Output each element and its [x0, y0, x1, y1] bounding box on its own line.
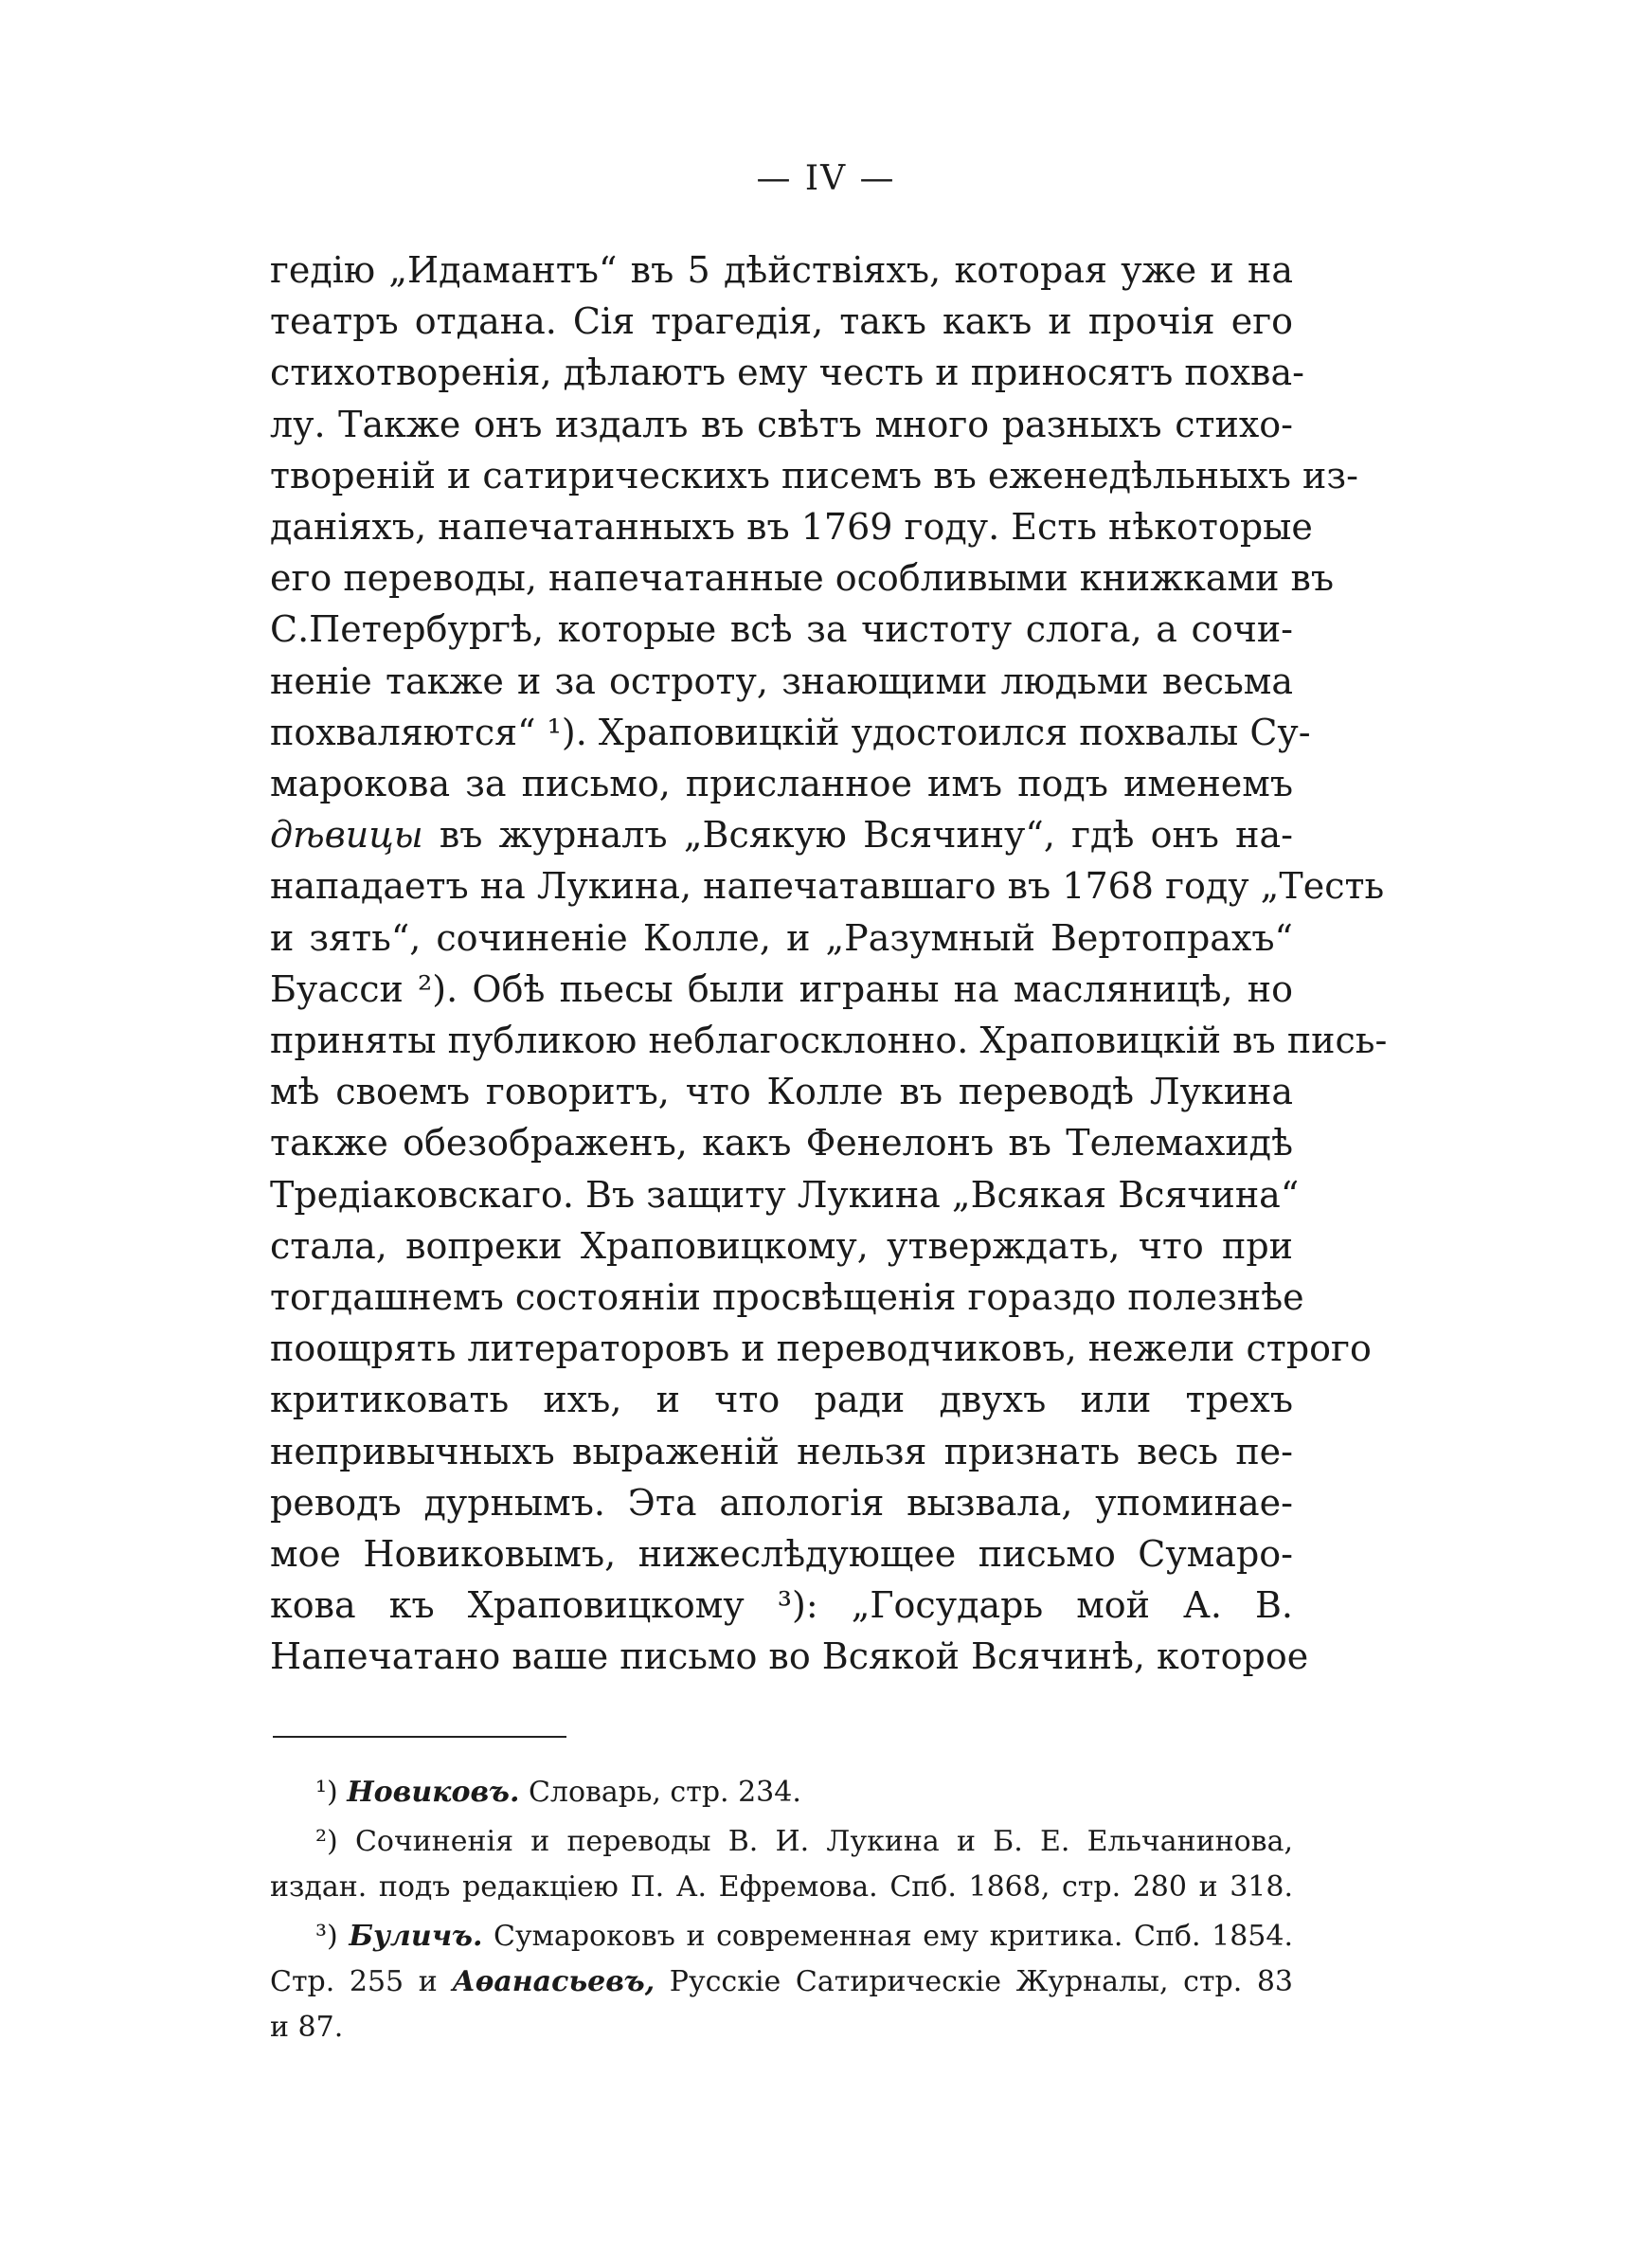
- text-line: кова къ Храповицкому ³): „Государь мой А. В.: [270, 1584, 1293, 1627]
- text-line: поощрять литераторовъ и переводчиковъ, нежели строго: [270, 1327, 1372, 1370]
- text-line: Тредіаковскаго. Въ защиту Лукина „Всякая Всячина“: [270, 1173, 1300, 1216]
- text-line: мѣ своемъ говоритъ, что Колле въ переводѣ Лукина: [270, 1071, 1293, 1113]
- text-line: лу. Также онъ издалъ въ свѣтъ много разныхъ стихо-: [270, 403, 1293, 445]
- footnote-1: [270, 1770, 1293, 1815]
- text-line: твореній и сатирическихъ писемъ въ еженедѣльныхъ из-: [270, 454, 1358, 497]
- footnote-line: [270, 1819, 1293, 1865]
- footnote-line: [270, 1914, 1293, 1959]
- page-number: — IV —: [756, 159, 896, 198]
- text-line: даніяхъ, напечатанныхъ въ 1769 году. Есть нѣкоторые: [270, 506, 1313, 549]
- text-line: стихотворенія, дѣлаютъ ему честь и приносятъ похва-: [270, 352, 1304, 394]
- body-text: [270, 244, 1388, 1683]
- text-line: Буасси ²). Обѣ пьесы были играны на масляницѣ, но: [270, 967, 1293, 1010]
- footnote-marker: ³): [315, 1920, 338, 1953]
- text-line: театръ отдана. Сія трагедія, такъ какъ и прочія его: [270, 300, 1293, 343]
- text-line: неніе также и за остроту, знающими людьми весьма: [270, 659, 1293, 702]
- text-line: мое Новиковымъ, нижеслѣдующее письмо Сумаро-: [270, 1533, 1293, 1576]
- footnote-text: Сумароковъ и современная ему критика. Спб. 1854.: [482, 1920, 1293, 1953]
- text-line: стала, вопреки Храповицкому, утверждать, что при: [270, 1224, 1293, 1267]
- footnote-text: Сочиненія и переводы В. И. Лукина и Б. Е. Ельчанинова,: [337, 1825, 1293, 1858]
- text-line: реводъ дурнымъ. Эта апологія вызвала, упоминае-: [270, 1481, 1293, 1524]
- text-line: Напечатано ваше письмо во Всякой Всячинѣ, которое: [270, 1635, 1309, 1678]
- footnote-3: [270, 1914, 1293, 2050]
- emphasis-word: дѣвицы: [270, 814, 423, 857]
- text-line: гедію „Идамантъ“ въ 5 дѣйствіяхъ, которая уже и на: [270, 249, 1293, 291]
- footnote-marker: ²): [315, 1825, 338, 1858]
- text-line: похваляются“ ¹). Храповицкій удостоился похвалы Су-: [270, 711, 1311, 753]
- footnote-line: издан. подъ редакціею П. А. Ефремова. Спб. 1868, стр. 280 и 318.: [270, 1870, 1293, 1904]
- footnotes: [270, 1770, 1293, 2054]
- text-line: марокова за письмо, присланное имъ подъ именемъ: [270, 763, 1293, 805]
- text-line: непривычныхъ выраженій нельзя признать весь пе-: [270, 1430, 1293, 1472]
- text-line: С.Петербургѣ, которые всѣ за чистоту слога, а сочи-: [270, 608, 1293, 651]
- text-line: приняты публикою неблагосклонно. Храповицкій въ пись-: [270, 1020, 1388, 1062]
- footnote-marker: ¹): [315, 1776, 338, 1809]
- text-line: также обезображенъ, какъ Фенелонъ въ Телемахидѣ: [270, 1122, 1293, 1165]
- footnote-author: Буличъ.: [349, 1920, 483, 1953]
- footnote-2: [270, 1819, 1293, 1910]
- text-line: тогдашнемъ состояніи просвѣщенія гораздо полезнѣе: [270, 1276, 1304, 1319]
- footnote-author: Новиковъ.: [347, 1776, 520, 1809]
- footnote-text: Русскіе Сатирическіе Журналы, стр. 83: [655, 1965, 1293, 1998]
- footnote-author: Аѳанасьевъ,: [452, 1965, 655, 1998]
- text-line: и зять“, сочиненіе Колле, и „Разумный Вертопрахъ“: [270, 916, 1293, 959]
- text-line: дѣвицы въ журналъ „Всякую Всячину“, гдѣ онъ на-: [270, 814, 1293, 857]
- footnote-line: и 87.: [270, 2011, 344, 2044]
- footnote-divider: [273, 1736, 566, 1738]
- footnote-line: [270, 1770, 1293, 1815]
- footnote-text: Стр. 255 и: [270, 1965, 453, 1998]
- text-line: его переводы, напечатанные особливыми книжками въ: [270, 557, 1335, 600]
- text-line: нападаетъ на Лукина, напечатавшаго въ 1768 году „Тесть: [270, 865, 1385, 908]
- footnote-text: Словарь, стр. 234.: [519, 1776, 801, 1809]
- text-line: критиковать ихъ, и что ради двухъ или трехъ: [270, 1379, 1293, 1421]
- footnote-line: [270, 1959, 1293, 2005]
